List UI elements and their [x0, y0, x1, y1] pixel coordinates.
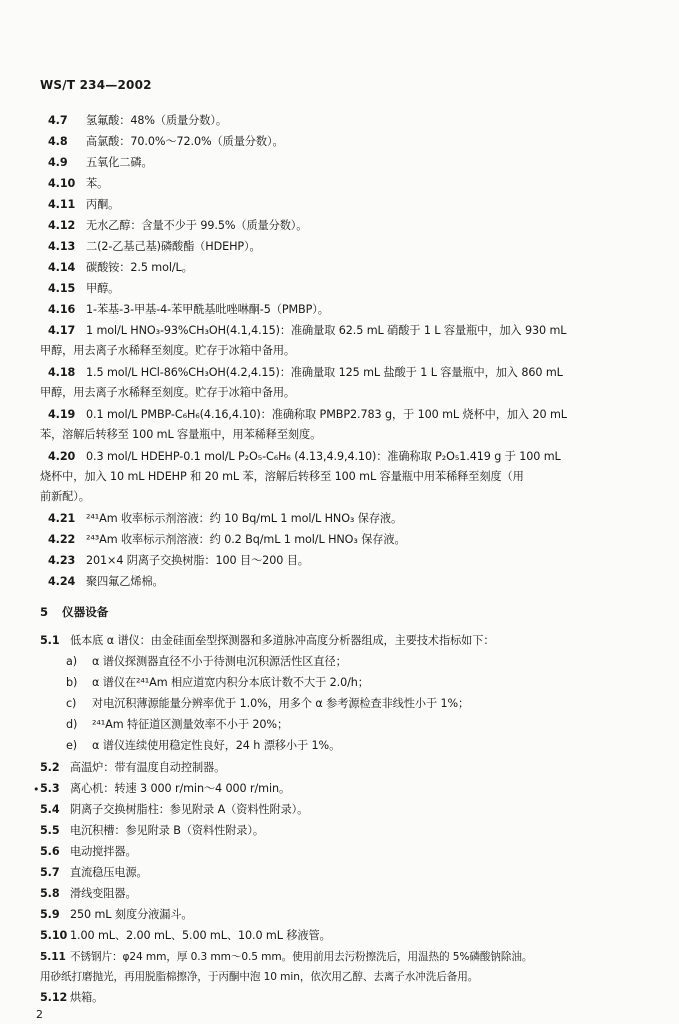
- clause-number: 5.5: [40, 824, 60, 837]
- list-item: [48, 261, 193, 275]
- clause-number: 4.10: [48, 177, 76, 190]
- clause-text: 丙酮。: [86, 198, 120, 211]
- sub-item: [66, 718, 288, 732]
- clause-5-1: [40, 634, 494, 648]
- sub-item-label: c): [66, 697, 77, 710]
- clause-number: 5.6: [40, 845, 60, 858]
- clause-4-19-line1: [48, 408, 567, 422]
- clause-text: 五氧化二磷。: [86, 156, 153, 169]
- clause-number: 5.7: [40, 866, 60, 879]
- clause-number: 5.12: [40, 991, 68, 1004]
- clause-text: 甲醇。: [86, 282, 120, 295]
- sub-item-text: 对电沉积薄源能量分辨率优于 1.0%，用多个 α 参考源检查非线性小于 1%；: [92, 697, 470, 710]
- clause-number: 4.22: [48, 533, 76, 546]
- clause-text: 0.1 mol/L PMBP-C₆H₆(4.16,4.10)：准确称取 PMBP2.783 g，于 100 mL 烧杯中，加入 20 mL: [86, 408, 567, 421]
- scan-dot-mark: •: [33, 783, 40, 796]
- clause-number: 4.24: [48, 575, 76, 588]
- clause-text: 氢氟酸：48%（质量分数）。: [86, 114, 227, 127]
- sub-item-text: ²⁴¹Am 特征道区测量效率不小于 20%；: [92, 718, 289, 731]
- clause-number: 4.13: [48, 240, 76, 253]
- list-item: [40, 845, 137, 859]
- sub-item: [66, 676, 369, 690]
- sub-item-label: d): [66, 718, 78, 731]
- sub-item: [66, 655, 347, 669]
- clause-number: 5.10: [40, 929, 68, 942]
- list-item: [48, 240, 261, 254]
- clause-text: 直流稳压电源。: [70, 866, 148, 879]
- clause-text: 二(2-乙基己基)磷酸酯（HDEHP）。: [86, 240, 261, 253]
- clause-number: 4.17: [48, 324, 76, 337]
- sub-item-text: α 谱仪连续使用稳定性良好，24 h 漂移小于 1%。: [92, 739, 341, 752]
- clause-4-20-line1: [48, 450, 561, 464]
- clause-text: 阴离子交换树脂柱：参见附录 A（资料性附录）。: [70, 803, 309, 816]
- clause-4-17-line1: [48, 324, 566, 338]
- list-item: [48, 219, 307, 233]
- list-item: [48, 198, 119, 212]
- clause-text: 电沉积槽：参见附录 B（资料性附录）。: [70, 824, 264, 837]
- list-item: [40, 929, 331, 943]
- list-item: [48, 512, 402, 526]
- sub-item-label: b): [66, 676, 78, 689]
- list-item: [40, 782, 290, 796]
- list-item: [40, 761, 225, 775]
- clause-number: 5.11: [40, 951, 66, 963]
- sub-item: [66, 697, 469, 711]
- list-item: [48, 135, 284, 149]
- list-item: [40, 866, 148, 880]
- clause-text: 不锈钢片：φ24 mm，厚 0.3 mm～0.5 mm。使用前用去污粉擦洗后，用温热的 5%磷酸钠除油。: [70, 951, 533, 963]
- list-item: [48, 554, 309, 568]
- clause-5-12: [40, 991, 103, 1005]
- section-number: 5: [40, 605, 49, 619]
- clause-4-17-line2: 甲醇，用去离子水稀释至刻度。贮存于冰箱中备用。: [40, 344, 296, 357]
- standard-code-header: WS/T 234—2002: [40, 78, 152, 92]
- clause-number: 4.15: [48, 282, 76, 295]
- clause-text: 滑线变阻器。: [70, 887, 137, 900]
- clause-number: 5.4: [40, 803, 60, 816]
- clause-5-11-line1: [40, 950, 532, 964]
- list-item: [48, 156, 153, 170]
- clause-number: 4.19: [48, 408, 76, 421]
- clause-number: 4.18: [48, 366, 76, 379]
- clause-number: 5.1: [40, 634, 60, 647]
- list-item: [48, 575, 164, 589]
- clause-text: ²⁴³Am 收率标示剂溶液：约 0.2 Bq/mL 1 mol/L HNO₃ 保存液。: [86, 533, 406, 546]
- clause-text: 1-苯基-3-甲基-4-苯甲酰基吡唑啉酮-5（PMBP）。: [86, 303, 329, 316]
- clause-4-20-line2: 烧杯中，加入 10 mL HDEHP 和 20 mL 苯，溶解后转移至 100 mL 容量瓶中用苯稀释至刻度（用: [40, 470, 524, 483]
- clause-text: 聚四氟乙烯棉。: [86, 575, 164, 588]
- clause-5-11-line2: 用砂纸打磨抛光，再用脱脂棉擦净，于丙酮中泡 10 min，依次用乙醇、去离子水冲洗后备用。: [40, 971, 479, 983]
- clause-text: ²⁴¹Am 收率标示剂溶液：约 10 Bq/mL 1 mol/L HNO₃ 保存液。: [86, 512, 403, 525]
- clause-text: 高温炉：带有温度自动控制器。: [70, 761, 226, 774]
- clause-text: 无水乙醇：含量不少于 99.5%（质量分数）。: [86, 219, 308, 232]
- clause-text: 碳酸铵：2.5 mol/L。: [86, 261, 193, 274]
- clause-number: 4.14: [48, 261, 76, 274]
- clause-number: 4.8: [48, 135, 68, 148]
- sub-item: [66, 739, 340, 753]
- clause-text: 201×4 阴离子交换树脂：100 目～200 目。: [86, 554, 309, 567]
- clause-text: 1.00 mL、2.00 mL、5.00 mL、10.0 mL 移液管。: [70, 929, 331, 942]
- clause-4-18-line2: 甲醇，用去离子水稀释至刻度。贮存于冰箱中备用。: [40, 386, 296, 399]
- clause-4-20-line3: 前新配）。: [40, 490, 90, 503]
- sub-item-text: α 谱仪探测器直径不小于待测电沉积源活性区直径；: [92, 655, 347, 668]
- list-item: [48, 303, 329, 317]
- clause-number: 4.11: [48, 198, 76, 211]
- clause-text: 1 mol/L HNO₃-93%CH₃OH(4.1,4.15)：准确量取 62.5 mL 硝酸于 1 L 容量瓶中，加入 930 mL: [86, 324, 567, 337]
- clause-text: 1.5 mol/L HCl-86%CH₃OH(4.2,4.15)：准确量取 125 mL 盐酸于 1 L 容量瓶中，加入 860 mL: [86, 366, 563, 379]
- clause-text: 烘箱。: [70, 991, 104, 1004]
- sub-item-text: α 谱仪在²⁴¹Am 相应道宽内积分本底计数不大于 2.0/h；: [92, 676, 369, 689]
- clause-text: 离心机：转速 3 000 r/min～4 000 r/min。: [70, 782, 291, 795]
- clause-number: 5.9: [40, 908, 60, 921]
- page-number: 2: [36, 1008, 43, 1021]
- clause-text: 高氯酸：70.0%～72.0%（质量分数）。: [86, 135, 284, 148]
- clause-text: 苯。: [86, 177, 109, 190]
- clause-text: 低本底 α 谱仪：由金硅面垒型探测器和多道脉冲高度分析器组成，主要技术指标如下：: [70, 634, 495, 647]
- list-item: [48, 282, 119, 296]
- list-item: [40, 908, 193, 922]
- section-heading: [40, 604, 108, 620]
- clause-number: 4.23: [48, 554, 76, 567]
- list-item: [40, 803, 308, 817]
- clause-number: 4.7: [48, 114, 68, 127]
- sub-item-label: a): [66, 655, 78, 668]
- clause-4-19-line2: 苯，溶解后转移至 100 mL 容量瓶中，用苯稀释至刻度。: [40, 428, 322, 441]
- clause-number: 4.21: [48, 512, 76, 525]
- clause-text: 0.3 mol/L HDEHP-0.1 mol/L P₂O₅-C₆H₆ (4.13,4.9,4.10)：准确称取 P₂O₅1.419 g 于 100 mL: [86, 450, 561, 463]
- list-item: [48, 177, 108, 191]
- clause-number: 5.8: [40, 887, 60, 900]
- sub-item-label: e): [66, 739, 78, 752]
- section-title: 仪器设备: [62, 605, 109, 619]
- clause-4-18-line1: [48, 366, 563, 380]
- clause-number: 4.9: [48, 156, 68, 169]
- list-item: [48, 533, 406, 547]
- clause-number: 4.16: [48, 303, 76, 316]
- clause-number: 4.12: [48, 219, 76, 232]
- clause-number: 5.3: [40, 782, 60, 795]
- list-item: [40, 887, 137, 901]
- list-item: [48, 114, 227, 128]
- clause-text: 电动搅拌器。: [70, 845, 137, 858]
- clause-number: 4.20: [48, 450, 76, 463]
- list-item: [40, 824, 264, 838]
- clause-text: 250 mL 刻度分液漏斗。: [70, 908, 193, 921]
- clause-number: 5.2: [40, 761, 60, 774]
